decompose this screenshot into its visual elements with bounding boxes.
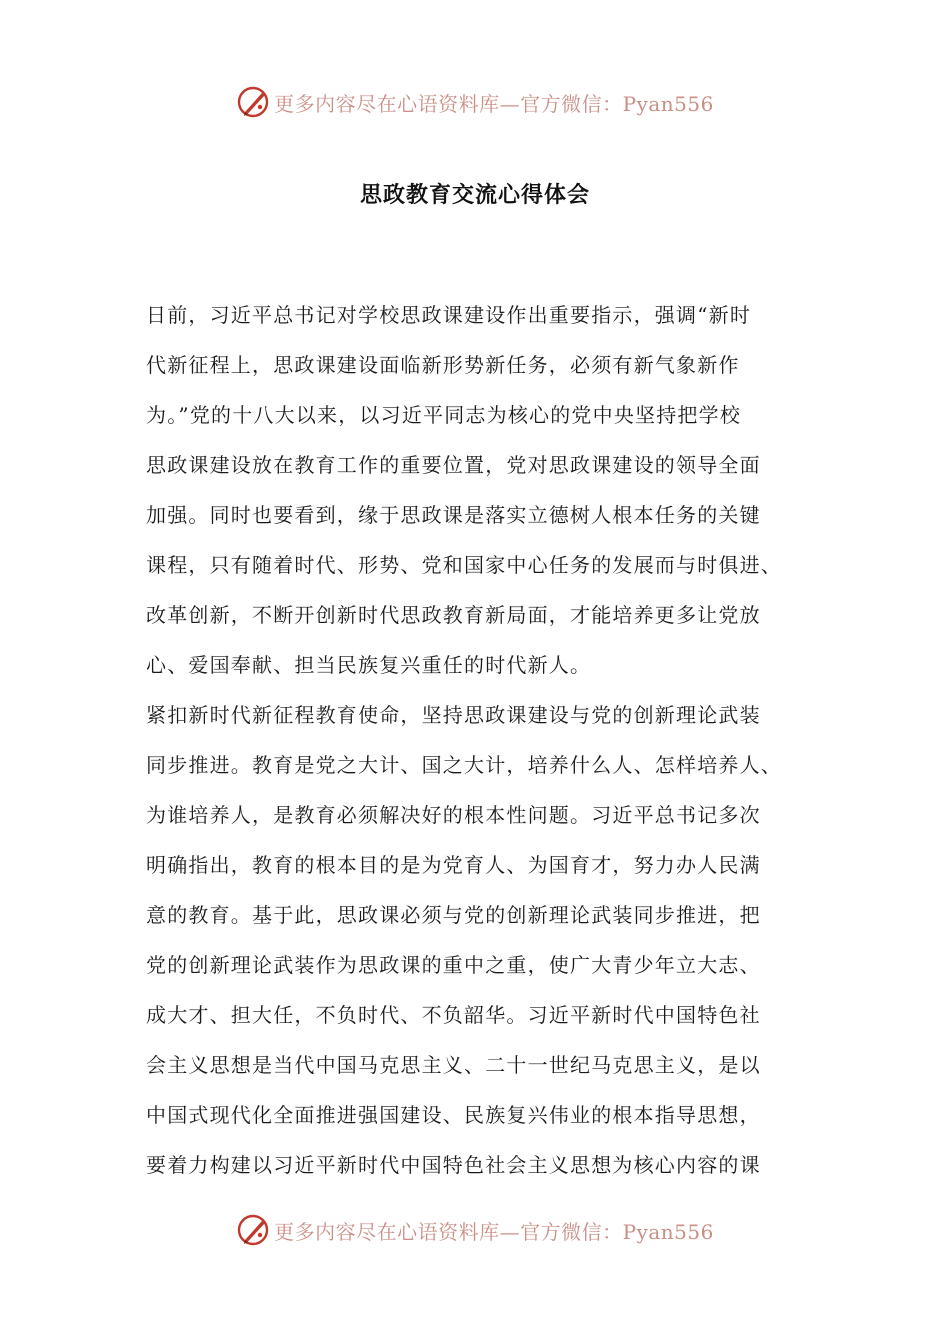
text-line: 为。”党的十八大以来，以习近平同志为核心的党中央坚持把学校 (146, 403, 742, 427)
footer-watermark-text: 更多内容尽在心语资料库—官方微信：Pyan556 (274, 1219, 714, 1244)
header-watermark-banner (0, 82, 950, 122)
text-line: 日前，习近平总书记对学校思政课建设作出重要指示，强调“新时 (146, 303, 752, 327)
text-line: 代新征程上，思政课建设面临新形势新任务，必须有新气象新作 (146, 353, 740, 377)
document-body (146, 290, 808, 1190)
pen-logo-icon (236, 1213, 270, 1247)
pen-logo-icon (236, 85, 270, 119)
header-watermark-text: 更多内容尽在心语资料库—官方微信：Pyan556 (274, 91, 714, 116)
text-line: 党的创新理论武装作为思政课的重中之重，使广大青少年立大志、 (146, 953, 761, 977)
footer-watermark-banner (0, 1210, 950, 1250)
text-line: 课程，只有随着时代、形势、党和国家中心任务的发展而与时俱进、 (146, 553, 782, 577)
text-line: 紧扣新时代新征程教育使命，坚持思政课建设与党的创新理论武装 (146, 703, 761, 727)
text-line: 要着力构建以习近平新时代中国特色社会主义思想为核心内容的课 (146, 1153, 761, 1177)
document-title: 思政教育交流心得体会 (359, 183, 590, 208)
text-line: 明确指出，教育的根本目的是为党育人、为国育才，努力办人民满 (146, 853, 761, 877)
text-line: 为谁培养人，是教育必须解决好的根本性问题。习近平总书记多次 (146, 803, 761, 827)
text-line: 心、爱国奉献、担当民族复兴重任的时代新人。 (146, 653, 592, 677)
text-line: 改革创新，不断开创新时代思政教育新局面，才能培养更多让党放 (146, 603, 761, 627)
text-line: 意的教育。基于此，思政课必须与党的创新理论武装同步推进，把 (146, 903, 761, 927)
text-line: 成大才、担大任，不负时代、不负韶华。习近平新时代中国特色社 (146, 1003, 761, 1027)
text-line: 会主义思想是当代中国马克思主义、二十一世纪马克思主义，是以 (146, 1053, 761, 1077)
text-line: 加强。同时也要看到，缘于思政课是落实立德树人根本任务的关键 (146, 503, 761, 527)
text-line: 同步推进。教育是党之大计、国之大计，培养什么人、怎样培养人、 (146, 753, 782, 777)
text-line: 中国式现代化全面推进强国建设、民族复兴伟业的根本指导思想， (146, 1103, 761, 1127)
text-line: 思政课建设放在教育工作的重要位置，党对思政课建设的领导全面 (146, 453, 761, 477)
